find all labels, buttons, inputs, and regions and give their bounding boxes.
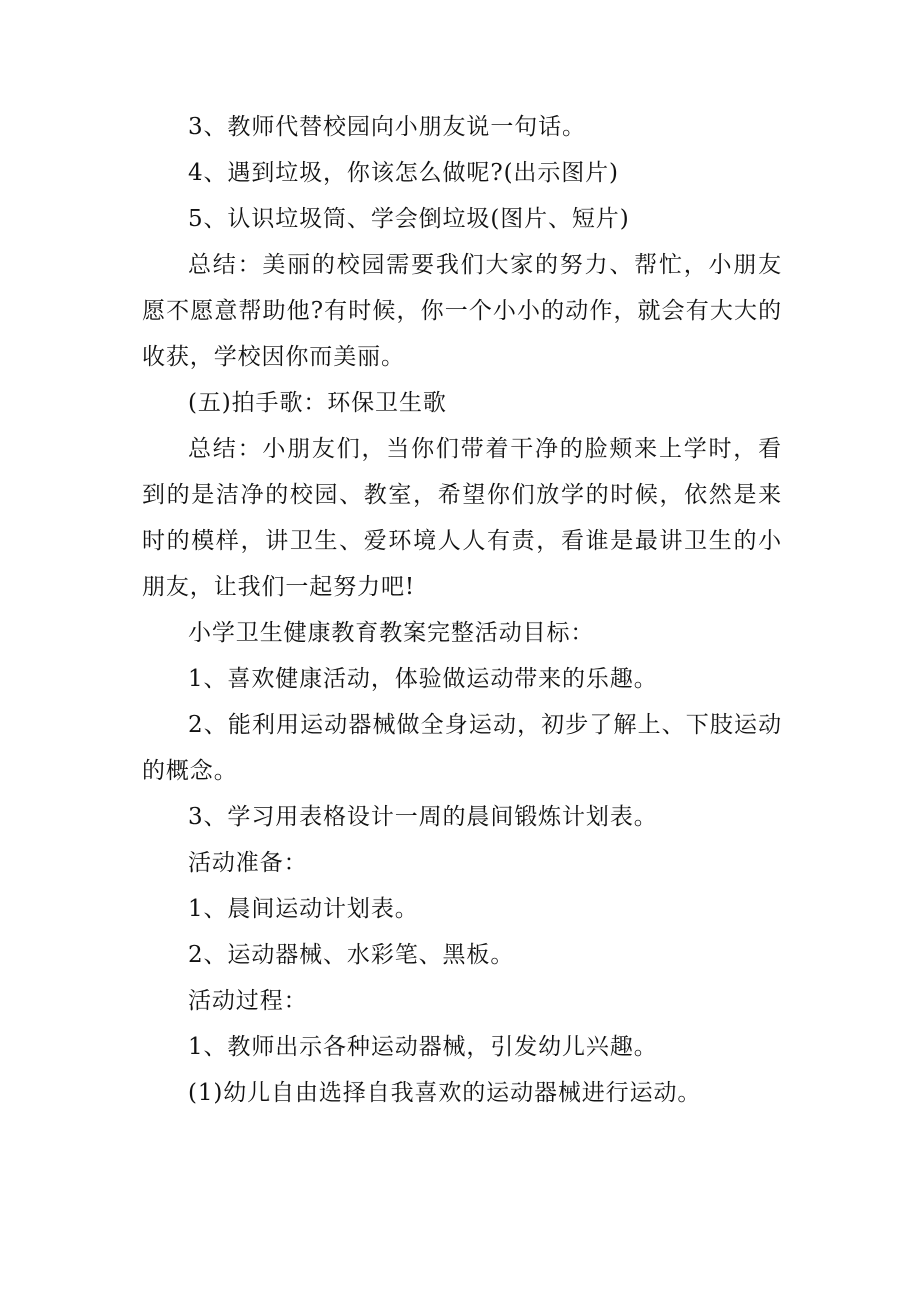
paragraph-goal-3: 3、学习用表格设计一周的晨间锻炼计划表。 — [188, 804, 658, 830]
document-body — [142, 104, 782, 1116]
paragraph-goal-1: 1、喜欢健康活动，体验做运动带来的乐趣。 — [188, 666, 658, 692]
paragraph-preparation-heading: 活动准备： — [188, 850, 308, 876]
paragraph-preparation-2: 2、运动器械、水彩笔、黑板。 — [188, 942, 515, 968]
paragraph-trash-can: 5、认识垃圾筒、学会倒垃圾(图片、短片) — [188, 206, 630, 232]
paragraph-process-1: 1、教师出示各种运动器械，引发幼儿兴趣。 — [188, 1034, 658, 1060]
paragraph-clapping-song: (五)拍手歌：环保卫生歌 — [188, 390, 447, 416]
paragraph-summary-campus: 总结：美丽的校园需要我们大家的努力、帮忙，小朋友愿不愿意帮助他?有时候，你一个小小的动作，就会有大大的收获，学校因你而美丽。 — [142, 252, 782, 370]
paragraph-teacher-speaks: 3、教师代替校园向小朋友说一句话。 — [188, 114, 586, 140]
paragraph-summary-hygiene: 总结：小朋友们，当你们带着干净的脸颊来上学时，看到的是洁净的校园、教室，希望你们放学的时候，依然是来时的模样，讲卫生、爱环境人人有责，看谁是最讲卫生的小朋友，让我们一起努力吧! — [142, 436, 782, 600]
paragraph-preparation-1: 1、晨间运动计划表。 — [188, 896, 419, 922]
paragraph-goal-2: 2、能利用运动器械做全身运动，初步了解上、下肢运动的概念。 — [142, 712, 782, 784]
paragraph-lesson-goals-heading: 小学卫生健康教育教案完整活动目标： — [188, 620, 595, 646]
paragraph-process-heading: 活动过程： — [188, 988, 308, 1014]
paragraph-garbage-question: 4、遇到垃圾，你该怎么做呢?(出示图片) — [188, 160, 619, 186]
paragraph-process-1-1: (1)幼儿自由选择自我喜欢的运动器械进行运动。 — [188, 1080, 702, 1106]
